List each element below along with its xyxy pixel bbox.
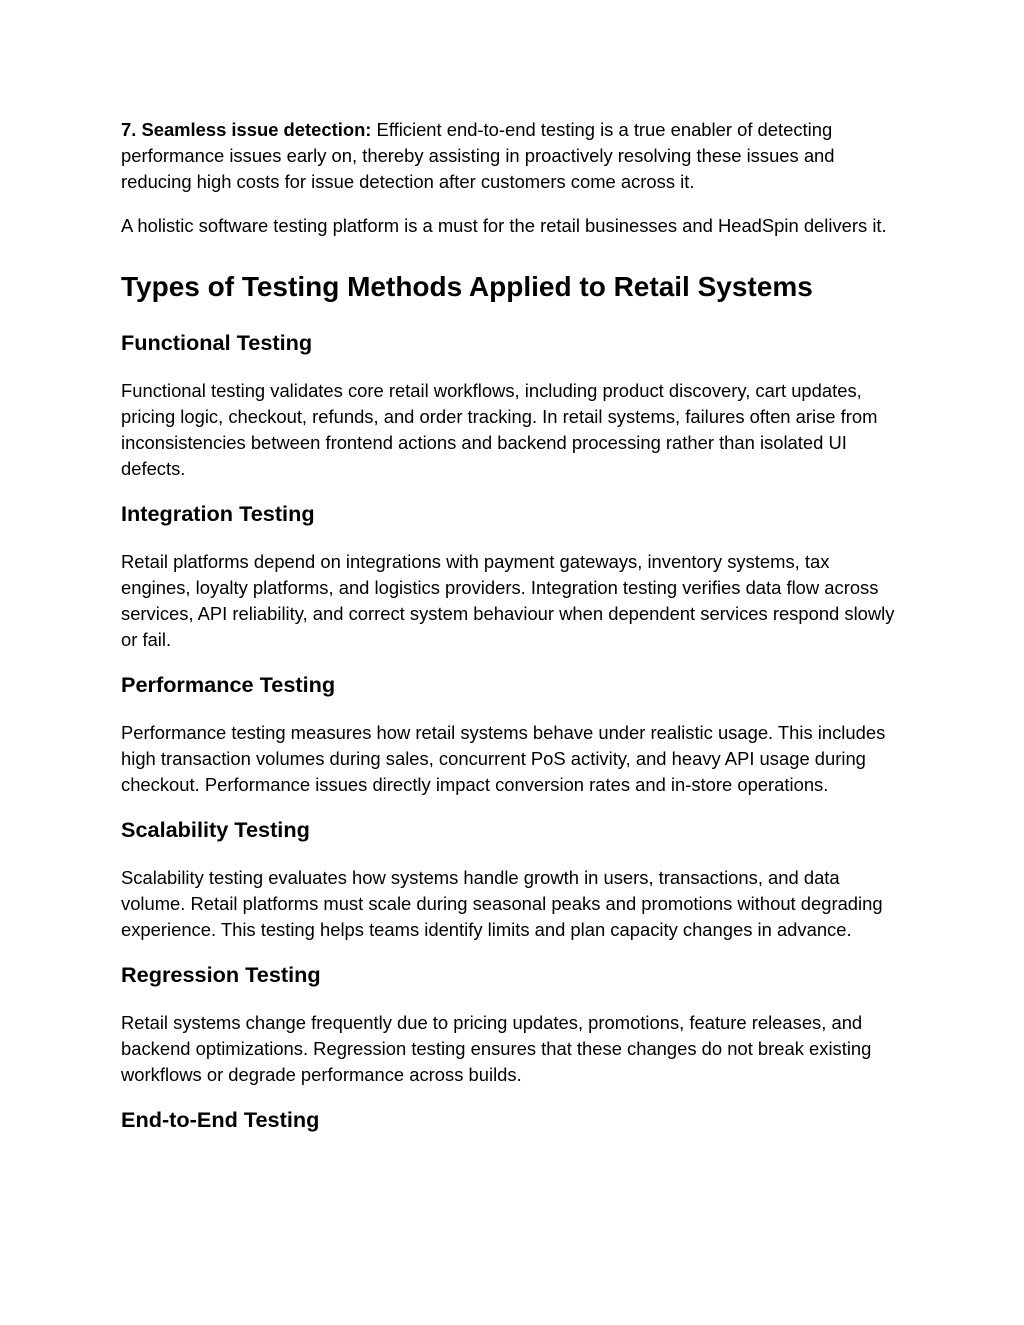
intro-paragraph-lead: 7. Seamless issue detection: (121, 119, 372, 140)
section-heading-integration: Integration Testing (121, 501, 315, 526)
section-end-to-end-testing (121, 1106, 903, 1134)
section-body-regression: Retail systems change frequently due to pricing updates, promotions, feature releases, and backend optimizations. Regression testing ensures that these changes do not break existing workflows or degrade performance across builds. (121, 1012, 872, 1085)
intro-paragraph-rest: Efficient end-to-end testing is a true enabler of detecting performance issues early on, thereby assisting in proactively resolving these issues and reducing high costs for issue detection after customers come across it. (121, 119, 835, 192)
section-regression-testing (121, 961, 903, 1088)
section-scalability-testing (121, 816, 903, 943)
closing-paragraph: A holistic software testing platform is a must for the retail businesses and HeadSpin delivers it. (121, 215, 887, 236)
section-performance-testing (121, 671, 903, 798)
section-functional-testing (121, 329, 903, 482)
intro-paragraph (121, 117, 903, 195)
section-heading-end-to-end: End-to-End Testing (121, 1107, 320, 1132)
section-heading-regression: Regression Testing (121, 962, 321, 987)
section-body-scalability: Scalability testing evaluates how systems handle growth in users, transactions, and data volume. Retail platforms must scale during seasonal peaks and promotions without degrading experience. This testing helps teams identify limits and plan capacity changes in advance. (121, 867, 883, 940)
page-title: Types of Testing Methods Applied to Retail Systems (121, 271, 813, 302)
section-heading-performance: Performance Testing (121, 672, 336, 697)
section-body-integration: Retail platforms depend on integrations with payment gateways, inventory systems, tax engines, loyalty platforms, and logistics providers. Integration testing verifies data flow across services, API reliability, and correct system behaviour when dependent services respond slowly or fail. (121, 551, 895, 650)
section-integration-testing (121, 500, 903, 653)
section-body-performance: Performance testing measures how retail systems behave under realistic usage. This includes high transaction volumes during sales, concurrent PoS activity, and heavy API usage during checkout. Performance issues directly impact conversion rates and in-store operations. (121, 722, 886, 795)
section-heading-scalability: Scalability Testing (121, 817, 310, 842)
section-heading-functional: Functional Testing (121, 330, 313, 355)
section-body-functional: Functional testing validates core retail workflows, including product discovery, cart updates, pricing logic, checkout, refunds, and order tracking. In retail systems, failures often arise from inconsistencies between frontend actions and backend processing rather than isolated UI defects. (121, 380, 878, 479)
